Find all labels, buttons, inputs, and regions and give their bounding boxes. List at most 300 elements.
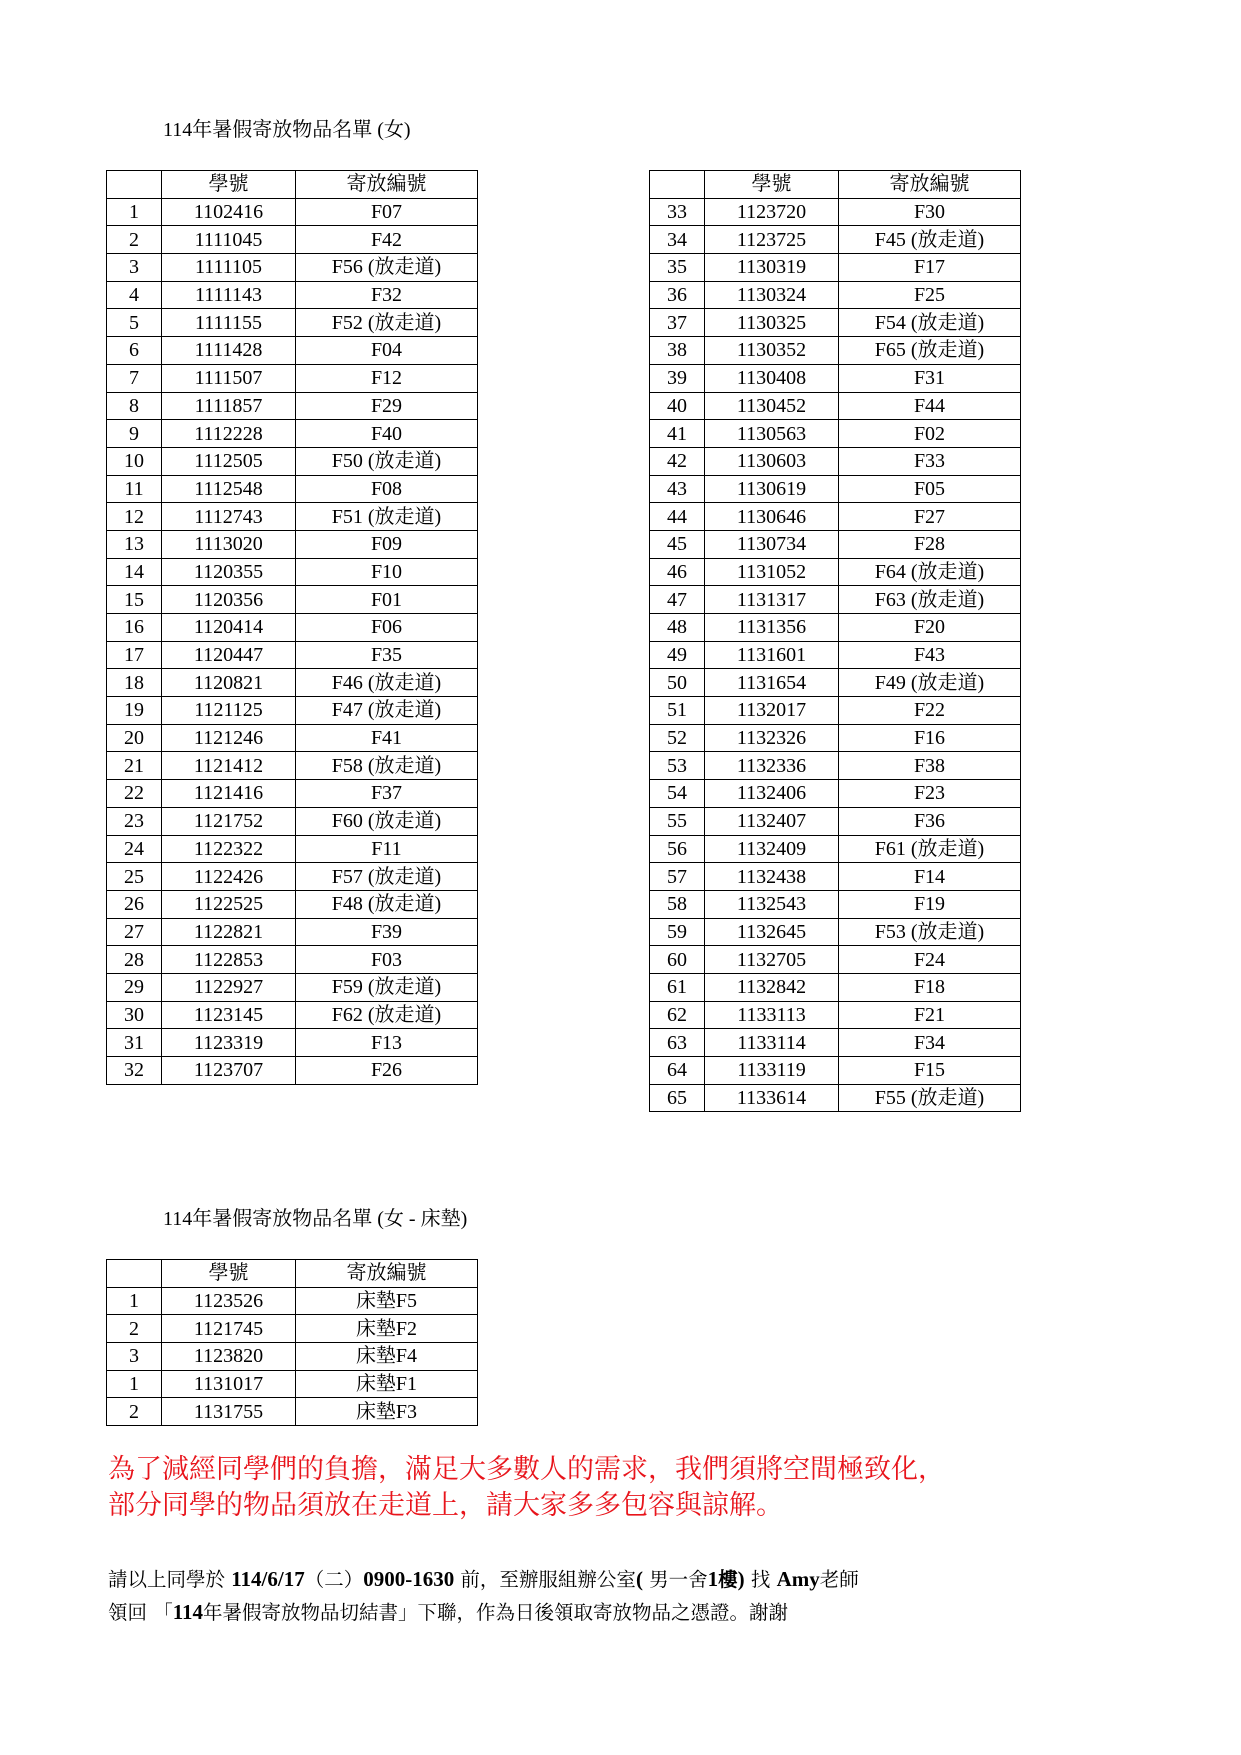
storage-number: F29 bbox=[296, 392, 478, 420]
row-number: 30 bbox=[107, 1001, 162, 1029]
table-row bbox=[107, 281, 478, 309]
row-number: 41 bbox=[650, 420, 705, 448]
instruction-line-1 bbox=[108, 1563, 859, 1596]
instr-text: （二） bbox=[304, 1568, 364, 1591]
table-row bbox=[650, 586, 1021, 614]
student-id: 1121125 bbox=[162, 697, 296, 725]
student-id: 1111507 bbox=[162, 364, 296, 392]
student-id: 1132645 bbox=[705, 918, 839, 946]
student-id: 1131052 bbox=[705, 558, 839, 586]
student-id: 1130408 bbox=[705, 364, 839, 392]
table-row bbox=[650, 614, 1021, 642]
storage-number: F63 (放走道) bbox=[839, 586, 1021, 614]
student-id: 1121752 bbox=[162, 807, 296, 835]
student-id: 1123319 bbox=[162, 1029, 296, 1057]
student-id: 1131317 bbox=[705, 586, 839, 614]
pickup-time: 0900-1630 bbox=[363, 1567, 455, 1591]
student-id: 1132409 bbox=[705, 835, 839, 863]
table-row bbox=[650, 447, 1021, 475]
table-row bbox=[107, 614, 478, 642]
header-no bbox=[107, 171, 162, 199]
storage-number: F58 (放走道) bbox=[296, 752, 478, 780]
student-id: 1120414 bbox=[162, 614, 296, 642]
table-row bbox=[650, 475, 1021, 503]
row-number: 25 bbox=[107, 863, 162, 891]
table-row bbox=[650, 392, 1021, 420]
storage-number: F61 (放走道) bbox=[839, 835, 1021, 863]
row-number: 10 bbox=[107, 447, 162, 475]
storage-number: F31 bbox=[839, 364, 1021, 392]
storage-number: F10 bbox=[296, 558, 478, 586]
row-number: 8 bbox=[107, 392, 162, 420]
row-number: 39 bbox=[650, 364, 705, 392]
table-row bbox=[650, 1001, 1021, 1029]
storage-number: F32 bbox=[296, 281, 478, 309]
storage-number: F51 (放走道) bbox=[296, 503, 478, 531]
table-row bbox=[650, 1029, 1021, 1057]
table-row bbox=[650, 281, 1021, 309]
student-id: 1112743 bbox=[162, 503, 296, 531]
row-number: 18 bbox=[107, 669, 162, 697]
storage-number: F45 (放走道) bbox=[839, 226, 1021, 254]
student-id: 1133119 bbox=[705, 1057, 839, 1085]
storage-table-right bbox=[649, 170, 1021, 1112]
table-row bbox=[650, 807, 1021, 835]
student-id: 1122525 bbox=[162, 890, 296, 918]
row-number: 56 bbox=[650, 835, 705, 863]
row-number: 1 bbox=[107, 1287, 162, 1315]
row-number: 3 bbox=[107, 254, 162, 282]
storage-number: F64 (放走道) bbox=[839, 558, 1021, 586]
row-number: 58 bbox=[650, 890, 705, 918]
row-number: 43 bbox=[650, 475, 705, 503]
student-id: 1111143 bbox=[162, 281, 296, 309]
student-id: 1122853 bbox=[162, 946, 296, 974]
row-number: 61 bbox=[650, 973, 705, 1001]
storage-number: F30 bbox=[839, 198, 1021, 226]
table-row bbox=[107, 475, 478, 503]
student-id: 1123526 bbox=[162, 1287, 296, 1315]
instr-paren: ( bbox=[635, 1567, 643, 1591]
storage-number: F19 bbox=[839, 890, 1021, 918]
row-number: 33 bbox=[650, 198, 705, 226]
student-id: 1111155 bbox=[162, 309, 296, 337]
storage-number: F28 bbox=[839, 530, 1021, 558]
storage-number: F15 bbox=[839, 1057, 1021, 1085]
storage-number: F55 (放走道) bbox=[839, 1084, 1021, 1112]
storage-number: F52 (放走道) bbox=[296, 309, 478, 337]
row-number: 28 bbox=[107, 946, 162, 974]
storage-number: F38 bbox=[839, 752, 1021, 780]
student-id: 1123820 bbox=[162, 1343, 296, 1371]
storage-number: F09 bbox=[296, 530, 478, 558]
row-number: 46 bbox=[650, 558, 705, 586]
row-number: 52 bbox=[650, 724, 705, 752]
table-row bbox=[107, 1029, 478, 1057]
table-row bbox=[107, 1057, 478, 1085]
floor-number: 1 bbox=[707, 1567, 719, 1591]
table-row bbox=[107, 641, 478, 669]
student-id: 1131755 bbox=[162, 1398, 296, 1426]
table-row bbox=[107, 447, 478, 475]
storage-number: F34 bbox=[839, 1029, 1021, 1057]
row-number: 32 bbox=[107, 1057, 162, 1085]
row-number: 57 bbox=[650, 863, 705, 891]
table-row bbox=[107, 780, 478, 808]
row-number: 38 bbox=[650, 337, 705, 365]
table-row bbox=[107, 1001, 478, 1029]
row-number: 37 bbox=[650, 309, 705, 337]
table-row bbox=[107, 254, 478, 282]
table-row bbox=[107, 752, 478, 780]
storage-number: 床墊F1 bbox=[296, 1370, 478, 1398]
table-row bbox=[107, 669, 478, 697]
storage-number: F24 bbox=[839, 946, 1021, 974]
row-number: 36 bbox=[650, 281, 705, 309]
instr-text: 樓 bbox=[718, 1568, 738, 1591]
row-number: 31 bbox=[107, 1029, 162, 1057]
table-row bbox=[650, 558, 1021, 586]
table-row bbox=[107, 337, 478, 365]
header-student-id: 學號 bbox=[162, 171, 296, 199]
table-row bbox=[107, 503, 478, 531]
table-row bbox=[650, 780, 1021, 808]
student-id: 1121416 bbox=[162, 780, 296, 808]
table-row bbox=[650, 724, 1021, 752]
storage-number: F05 bbox=[839, 475, 1021, 503]
header-storage-no: 寄放編號 bbox=[296, 171, 478, 199]
student-id: 1112548 bbox=[162, 475, 296, 503]
row-number: 54 bbox=[650, 780, 705, 808]
row-number: 11 bbox=[107, 475, 162, 503]
table-row bbox=[107, 226, 478, 254]
student-id: 1130325 bbox=[705, 309, 839, 337]
storage-number: F57 (放走道) bbox=[296, 863, 478, 891]
table-row bbox=[107, 420, 478, 448]
student-id: 1130452 bbox=[705, 392, 839, 420]
storage-number: F48 (放走道) bbox=[296, 890, 478, 918]
instr-text: 年暑假寄放物品切結書」下聯，作為日後領取寄放物品之憑證。謝謝 bbox=[203, 1601, 789, 1624]
storage-number: F06 bbox=[296, 614, 478, 642]
row-number: 49 bbox=[650, 641, 705, 669]
table-row bbox=[650, 641, 1021, 669]
instruction-line-2 bbox=[108, 1596, 859, 1629]
storage-number: F56 (放走道) bbox=[296, 254, 478, 282]
row-number: 29 bbox=[107, 973, 162, 1001]
table-row bbox=[650, 752, 1021, 780]
instr-text: 請以上同學於 bbox=[108, 1568, 232, 1591]
student-id: 1123725 bbox=[705, 226, 839, 254]
student-id: 1123707 bbox=[162, 1057, 296, 1085]
student-id: 1130563 bbox=[705, 420, 839, 448]
student-id: 1111045 bbox=[162, 226, 296, 254]
table-row bbox=[650, 420, 1021, 448]
table-row bbox=[107, 890, 478, 918]
student-id: 1122821 bbox=[162, 918, 296, 946]
storage-number: F23 bbox=[839, 780, 1021, 808]
student-id: 1130603 bbox=[705, 447, 839, 475]
storage-number: F65 (放走道) bbox=[839, 337, 1021, 365]
table-row bbox=[107, 807, 478, 835]
row-number: 7 bbox=[107, 364, 162, 392]
storage-number: F39 bbox=[296, 918, 478, 946]
table-row bbox=[107, 198, 478, 226]
student-id: 1132017 bbox=[705, 697, 839, 725]
storage-number: F07 bbox=[296, 198, 478, 226]
row-number: 14 bbox=[107, 558, 162, 586]
storage-number: F53 (放走道) bbox=[839, 918, 1021, 946]
student-id: 1131601 bbox=[705, 641, 839, 669]
row-number: 50 bbox=[650, 669, 705, 697]
row-number: 34 bbox=[650, 226, 705, 254]
row-number: 9 bbox=[107, 420, 162, 448]
instr-text: 領回 「 bbox=[108, 1601, 173, 1624]
row-number: 15 bbox=[107, 586, 162, 614]
storage-number: F21 bbox=[839, 1001, 1021, 1029]
row-number: 23 bbox=[107, 807, 162, 835]
row-number: 47 bbox=[650, 586, 705, 614]
student-id: 1130352 bbox=[705, 337, 839, 365]
row-number: 3 bbox=[107, 1343, 162, 1371]
table-row bbox=[107, 835, 478, 863]
row-number: 35 bbox=[650, 254, 705, 282]
header-storage-no: 寄放編號 bbox=[296, 1260, 478, 1288]
student-id: 1132705 bbox=[705, 946, 839, 974]
pickup-date: 114/6/17 bbox=[231, 1567, 305, 1591]
row-number: 2 bbox=[107, 226, 162, 254]
table-row bbox=[107, 1370, 478, 1398]
table-row bbox=[650, 973, 1021, 1001]
student-id: 1131017 bbox=[162, 1370, 296, 1398]
student-id: 1131654 bbox=[705, 669, 839, 697]
storage-number: F13 bbox=[296, 1029, 478, 1057]
notice-line-2: 部分同學的物品須放在走道上，請大家多多包容與諒解。 bbox=[108, 1490, 783, 1521]
storage-number: F46 (放走道) bbox=[296, 669, 478, 697]
row-number: 20 bbox=[107, 724, 162, 752]
storage-number: F14 bbox=[839, 863, 1021, 891]
student-id: 1133113 bbox=[705, 1001, 839, 1029]
storage-number: 床墊F5 bbox=[296, 1287, 478, 1315]
table-row bbox=[107, 392, 478, 420]
table-header-row bbox=[107, 171, 478, 199]
table-row bbox=[107, 918, 478, 946]
table-row bbox=[107, 1287, 478, 1315]
storage-number: F22 bbox=[839, 697, 1021, 725]
student-id: 1122322 bbox=[162, 835, 296, 863]
storage-number: F54 (放走道) bbox=[839, 309, 1021, 337]
storage-number: F35 bbox=[296, 641, 478, 669]
instr-text: 老師 bbox=[819, 1568, 859, 1591]
table-row bbox=[650, 863, 1021, 891]
table-row bbox=[107, 558, 478, 586]
table-row bbox=[650, 1057, 1021, 1085]
row-number: 1 bbox=[107, 1370, 162, 1398]
student-id: 1120821 bbox=[162, 669, 296, 697]
storage-number: F17 bbox=[839, 254, 1021, 282]
row-number: 51 bbox=[650, 697, 705, 725]
storage-number: F25 bbox=[839, 281, 1021, 309]
row-number: 63 bbox=[650, 1029, 705, 1057]
storage-number: 床墊F3 bbox=[296, 1398, 478, 1426]
storage-number: F62 (放走道) bbox=[296, 1001, 478, 1029]
table-row bbox=[107, 586, 478, 614]
storage-number: F49 (放走道) bbox=[839, 669, 1021, 697]
row-number: 22 bbox=[107, 780, 162, 808]
instr-text: 找 bbox=[744, 1568, 777, 1591]
student-id: 1121412 bbox=[162, 752, 296, 780]
storage-number: F60 (放走道) bbox=[296, 807, 478, 835]
row-number: 21 bbox=[107, 752, 162, 780]
student-id: 1130324 bbox=[705, 281, 839, 309]
table-row bbox=[107, 364, 478, 392]
table-row bbox=[650, 669, 1021, 697]
instr-text: 男一舍 bbox=[642, 1568, 708, 1591]
row-number: 16 bbox=[107, 614, 162, 642]
row-number: 5 bbox=[107, 309, 162, 337]
row-number: 2 bbox=[107, 1315, 162, 1343]
student-id: 1132326 bbox=[705, 724, 839, 752]
row-number: 53 bbox=[650, 752, 705, 780]
storage-number: F12 bbox=[296, 364, 478, 392]
storage-number: F47 (放走道) bbox=[296, 697, 478, 725]
hallway-notice bbox=[108, 1452, 945, 1524]
row-number: 42 bbox=[650, 447, 705, 475]
pickup-instructions bbox=[108, 1563, 859, 1629]
student-id: 1122426 bbox=[162, 863, 296, 891]
storage-number: F42 bbox=[296, 226, 478, 254]
storage-number: F11 bbox=[296, 835, 478, 863]
student-id: 1113020 bbox=[162, 530, 296, 558]
storage-number: F16 bbox=[839, 724, 1021, 752]
header-student-id: 學號 bbox=[705, 171, 839, 199]
storage-table-left bbox=[106, 170, 478, 1085]
row-number: 19 bbox=[107, 697, 162, 725]
row-number: 24 bbox=[107, 835, 162, 863]
storage-number: F20 bbox=[839, 614, 1021, 642]
table-row bbox=[650, 918, 1021, 946]
row-number: 27 bbox=[107, 918, 162, 946]
instr-text: 前，至辦服組辦公室 bbox=[454, 1568, 636, 1591]
student-id: 1132438 bbox=[705, 863, 839, 891]
table-row bbox=[107, 973, 478, 1001]
student-id: 1122927 bbox=[162, 973, 296, 1001]
row-number: 60 bbox=[650, 946, 705, 974]
table-row bbox=[650, 364, 1021, 392]
notice-line-1: 為了減經同學們的負擔，滿足大多數人的需求，我們須將空間極致化， bbox=[108, 1454, 945, 1485]
row-number: 6 bbox=[107, 337, 162, 365]
storage-number: F26 bbox=[296, 1057, 478, 1085]
student-id: 1120447 bbox=[162, 641, 296, 669]
table-row bbox=[650, 309, 1021, 337]
table-row bbox=[650, 835, 1021, 863]
row-number: 65 bbox=[650, 1084, 705, 1112]
student-id: 1120355 bbox=[162, 558, 296, 586]
student-id: 1111857 bbox=[162, 392, 296, 420]
storage-number: F02 bbox=[839, 420, 1021, 448]
table-row bbox=[650, 254, 1021, 282]
row-number: 40 bbox=[650, 392, 705, 420]
instr-paren: ) bbox=[737, 1567, 745, 1591]
student-id: 1112228 bbox=[162, 420, 296, 448]
header-student-id: 學號 bbox=[162, 1260, 296, 1288]
student-id: 1132407 bbox=[705, 807, 839, 835]
header-storage-no: 寄放編號 bbox=[839, 171, 1021, 199]
student-id: 1132842 bbox=[705, 973, 839, 1001]
table-row bbox=[107, 946, 478, 974]
mattress-table bbox=[106, 1259, 478, 1426]
table-header-row bbox=[107, 1260, 478, 1288]
form-year: 114 bbox=[172, 1600, 204, 1624]
table-row bbox=[650, 697, 1021, 725]
table-row bbox=[107, 309, 478, 337]
student-id: 1132336 bbox=[705, 752, 839, 780]
student-id: 1130619 bbox=[705, 475, 839, 503]
student-id: 1121745 bbox=[162, 1315, 296, 1343]
storage-number: F18 bbox=[839, 973, 1021, 1001]
contact-name: Amy bbox=[776, 1567, 820, 1591]
student-id: 1111105 bbox=[162, 254, 296, 282]
student-id: 1133614 bbox=[705, 1084, 839, 1112]
row-number: 44 bbox=[650, 503, 705, 531]
row-number: 17 bbox=[107, 641, 162, 669]
student-id: 1131356 bbox=[705, 614, 839, 642]
storage-number: F50 (放走道) bbox=[296, 447, 478, 475]
table-header-row bbox=[650, 171, 1021, 199]
storage-number: F33 bbox=[839, 447, 1021, 475]
storage-number: F08 bbox=[296, 475, 478, 503]
header-no bbox=[107, 1260, 162, 1288]
storage-number: F44 bbox=[839, 392, 1021, 420]
row-number: 59 bbox=[650, 918, 705, 946]
row-number: 55 bbox=[650, 807, 705, 835]
storage-number: F37 bbox=[296, 780, 478, 808]
table-row bbox=[650, 1084, 1021, 1112]
storage-number: F04 bbox=[296, 337, 478, 365]
storage-number: 床墊F4 bbox=[296, 1343, 478, 1371]
storage-number: F36 bbox=[839, 807, 1021, 835]
table-row bbox=[107, 1398, 478, 1426]
table-row bbox=[650, 890, 1021, 918]
student-id: 1130319 bbox=[705, 254, 839, 282]
mattress-list-title: 114年暑假寄放物品名單 (女 - 床墊) bbox=[163, 1208, 468, 1230]
row-number: 1 bbox=[107, 198, 162, 226]
row-number: 64 bbox=[650, 1057, 705, 1085]
row-number: 13 bbox=[107, 530, 162, 558]
storage-number: F40 bbox=[296, 420, 478, 448]
row-number: 45 bbox=[650, 530, 705, 558]
table-row bbox=[107, 1315, 478, 1343]
storage-number: F43 bbox=[839, 641, 1021, 669]
student-id: 1120356 bbox=[162, 586, 296, 614]
header-no bbox=[650, 171, 705, 199]
table-row bbox=[650, 503, 1021, 531]
table-row bbox=[650, 530, 1021, 558]
table-row bbox=[107, 1343, 478, 1371]
student-id: 1123145 bbox=[162, 1001, 296, 1029]
table-row bbox=[107, 697, 478, 725]
student-id: 1132406 bbox=[705, 780, 839, 808]
student-id: 1121246 bbox=[162, 724, 296, 752]
storage-number: F41 bbox=[296, 724, 478, 752]
table-row bbox=[650, 226, 1021, 254]
row-number: 48 bbox=[650, 614, 705, 642]
storage-number: F01 bbox=[296, 586, 478, 614]
table-row bbox=[107, 724, 478, 752]
student-id: 1123720 bbox=[705, 198, 839, 226]
row-number: 2 bbox=[107, 1398, 162, 1426]
student-id: 1130734 bbox=[705, 530, 839, 558]
storage-number: F59 (放走道) bbox=[296, 973, 478, 1001]
